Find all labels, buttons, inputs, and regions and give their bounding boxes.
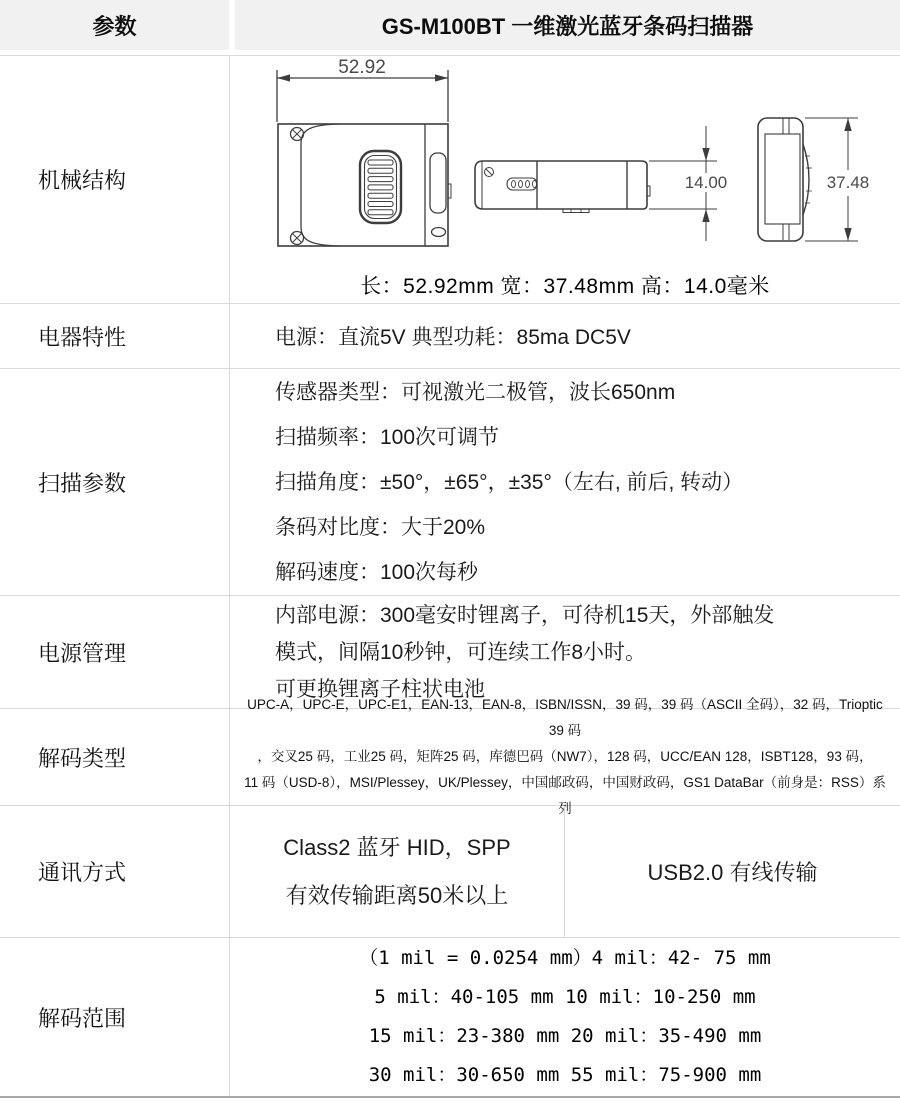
power-line: 可更换锂离子柱状电池	[275, 677, 485, 701]
scan-window-slot	[430, 153, 446, 213]
power-line: 内部电源：300毫安时锂离子，可待机15天，外部触发	[275, 603, 775, 627]
thumb-wheel	[803, 144, 809, 215]
row-decode-range	[0, 938, 900, 1098]
decode-range-line: 5 mil：40-105 mm 10 mil：10-250 mm	[374, 986, 756, 1008]
scanning-line: 条码对比度：大于20%	[275, 515, 486, 539]
row-label-electrical: 电器特性	[0, 304, 230, 368]
scanning-line: 扫描角度：±50°，±65°，±35°（左右, 前后, 转动）	[275, 470, 744, 494]
row-decode-types	[0, 697, 900, 816]
width-dimension-label: 37.48	[826, 173, 870, 192]
scanning-line: 解码速度：100次每秒	[275, 560, 479, 584]
product-title: GS-M100BT 一维激光蓝牙条码扫描器	[381, 13, 754, 39]
side-view-drawing	[475, 126, 727, 241]
power-line: 模式，间隔10秒钟，可连续工作8小时。	[275, 640, 647, 664]
row-electrical	[0, 304, 900, 369]
front-view-drawing	[277, 57, 451, 246]
header-param-cell	[0, 0, 229, 50]
header-title-cell	[235, 0, 900, 50]
decode-type-line: ，交叉25 码，工业25 码，矩阵25 码，库德巴码（NW7），128 码，UCC/EAN 128，ISBT128，93 码，	[257, 749, 873, 764]
row-label-communication: 通讯方式	[0, 806, 230, 937]
decode-range-line: 30 mil：30-650 mm 55 mil：75-900 mm	[368, 1064, 762, 1086]
usb-cell	[565, 806, 900, 937]
row-label-decode-types: 解码类型	[0, 709, 230, 805]
scan-button-grille	[360, 151, 401, 223]
decode-range-line: 15 mil：23-380 mm 20 mil：35-490 mm	[368, 1025, 762, 1047]
row-mechanical	[0, 56, 900, 304]
height-dimension-label: 14.00	[684, 173, 728, 192]
row-scanning	[0, 369, 900, 596]
decode-type-line: 11 码（USD-8），MSI/Plessey，UK/Plessey，中国邮政码，中国财政码，GS1 DataBar（前身是：RSS）系列	[244, 775, 886, 816]
usb-text: USB2.0 有线传输	[647, 860, 818, 885]
bluetooth-cell	[230, 806, 565, 937]
bluetooth-line: Class2 蓝牙 HID，SPP	[283, 834, 511, 860]
row-label-mechanical: 机械结构	[0, 56, 230, 303]
electrical-text: 电源：直流5V 典型功耗：85ma DC5V	[275, 326, 631, 349]
decode-range-line: （1 mil = 0.0254 mm）4 mil：42- 75 mm	[359, 947, 771, 969]
end-view-drawing	[758, 118, 869, 241]
screw-icon	[291, 128, 304, 141]
row-label-scanning: 扫描参数	[0, 369, 230, 595]
decode-type-line: UPC-A，UPC-E，UPC-E1，EAN-13，EAN-8，ISBN/ISSN，39 码，39 码（ASCII 全码），32 码，Trioptic 39 码	[247, 697, 883, 738]
scanning-line: 扫描频率：100次可调节	[275, 425, 500, 449]
mechanical-content	[230, 56, 900, 303]
mechanical-drawing	[230, 56, 900, 268]
header-row	[0, 0, 900, 56]
screw-icon	[485, 168, 494, 177]
dimensions-summary: 长：52.92mm 宽：37.48mm 高：14.0毫米	[360, 275, 770, 298]
row-label-power: 电源管理	[0, 596, 230, 708]
header-param-label: 参数	[92, 13, 137, 39]
screw-icon	[291, 232, 304, 245]
row-communication	[0, 806, 900, 938]
row-label-decode-range: 解码范围	[0, 938, 230, 1096]
bluetooth-line: 有效传输距离50米以上	[285, 882, 509, 908]
length-dimension-label: 52.92	[338, 57, 386, 78]
scanning-line: 传感器类型：可视激光二极管，波长650nm	[275, 380, 676, 404]
